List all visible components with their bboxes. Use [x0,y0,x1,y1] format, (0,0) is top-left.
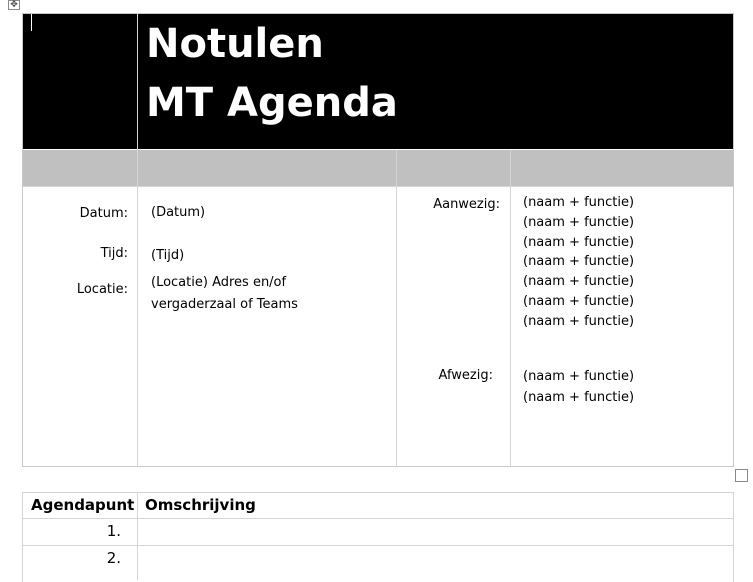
afwezig-item[interactable]: (naam + functie) [523,369,635,384]
locatie-value-line1[interactable]: (Locatie) Adres en/of [151,275,287,290]
agenda-header-omschrijving: Omschrijving [145,496,256,514]
aanwezig-item[interactable]: (naam + functie) [523,214,635,230]
column-divider [137,13,138,467]
datum-value[interactable]: (Datum) [151,205,206,220]
agenda-column-divider [137,492,138,580]
grey-cell-1[interactable] [22,150,137,186]
title-mt-agenda[interactable]: MT Agenda [146,80,398,126]
table-resize-handle[interactable] [735,469,748,482]
agenda-row-2-number[interactable]: 2. [106,549,121,567]
aanwezig-item[interactable]: (naam + functie) [523,274,635,290]
agenda-row-1-number[interactable]: 1. [106,522,121,540]
text-cursor [31,14,32,31]
locatie-label: Locatie: [76,282,128,297]
grey-cell-3[interactable] [397,150,510,186]
title-notulen[interactable]: Notulen [146,21,324,67]
afwezig-list[interactable] [523,366,634,408]
tijd-value[interactable]: (Tijd) [151,248,185,263]
aanwezig-label: Aanwezig: [433,197,500,212]
agenda-header-agendapunt: Agendapunt [31,496,135,514]
aanwezig-item[interactable]: (naam + functie) [523,195,635,210]
agenda-row-divider [22,518,734,519]
row-divider [22,186,734,187]
table-move-handle[interactable]: ✥ [8,0,20,10]
afwezig-item[interactable]: (naam + functie) [523,390,635,405]
tijd-label: Tijd: [100,246,128,261]
aanwezig-item[interactable]: (naam + functie) [523,234,635,250]
agenda-row-divider [22,545,734,546]
aanwezig-item[interactable]: (naam + functie) [523,254,635,270]
column-divider [510,150,511,467]
grey-cell-2[interactable] [138,150,396,186]
header-left-cell[interactable] [22,13,137,149]
aanwezig-item[interactable]: (naam + functie) [523,293,635,309]
locatie-value-line2[interactable]: vergaderzaal of Teams [151,297,298,312]
datum-label: Datum: [79,206,128,221]
aanwezig-list[interactable] [523,193,634,332]
aanwezig-item[interactable]: (naam + functie) [523,313,635,329]
grey-cell-4[interactable] [511,150,734,186]
afwezig-label: Afwezig: [438,368,493,383]
